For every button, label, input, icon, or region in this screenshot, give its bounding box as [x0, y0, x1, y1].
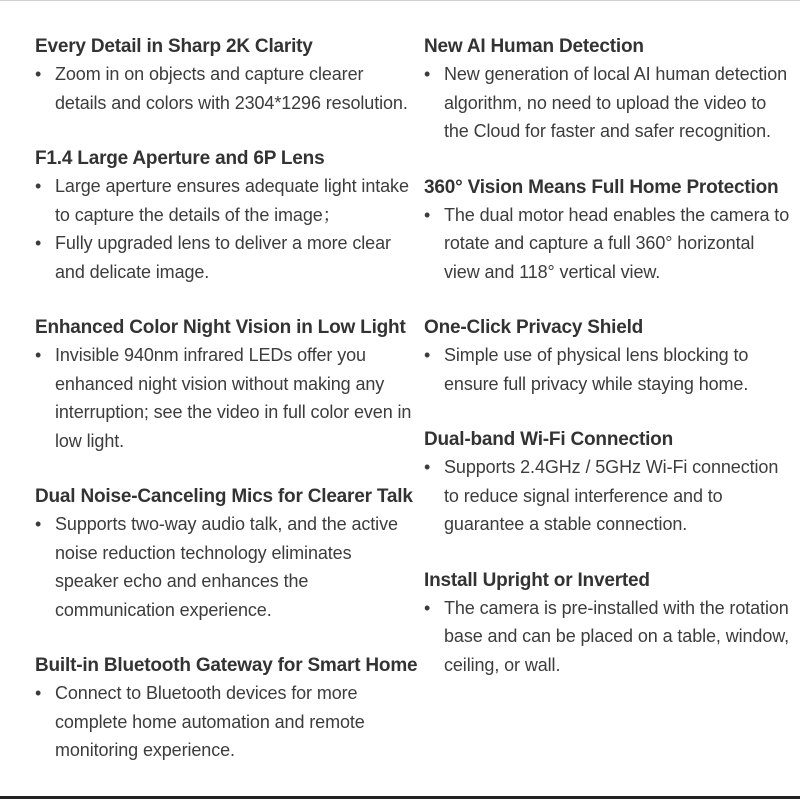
- bullet-dot-icon: •: [424, 457, 431, 477]
- feature-bullet: • Fully upgraded lens to deliver a more clear and delicate image.: [35, 229, 415, 286]
- feature-bullet: • Large aperture ensures adequate light intake to capture the details of the image；: [35, 172, 415, 229]
- feature-night-vision: [35, 314, 415, 455]
- bullet-dot-icon: •: [35, 345, 42, 365]
- feature-title: Built-in Bluetooth Gateway for Smart Home: [35, 655, 418, 676]
- feature-title: Install Upright or Inverted: [424, 569, 650, 591]
- bullet-dot-icon: •: [35, 233, 42, 253]
- feature-360-vision: [424, 174, 794, 287]
- feature-bullet: • Supports 2.4GHz / 5GHz Wi-Fi connection to reduce signal interference and to guarantee a stable connection.: [424, 453, 794, 539]
- feature-dual-mics: [35, 483, 415, 624]
- feature-title: Dual Noise-Canceling Mics for Clearer Talk: [35, 486, 413, 507]
- left-column: [35, 33, 418, 765]
- feature-bullets: [35, 341, 415, 455]
- feature-bullets: [35, 60, 415, 117]
- bullet-dot-icon: •: [35, 683, 42, 703]
- feature-bullets: [35, 172, 415, 286]
- feature-bullet: • Invisible 940nm infrared LEDs offer you enhanced night vision without making any interruption; see the video in full color even in low light.: [35, 341, 415, 455]
- feature-bullets: [424, 594, 794, 680]
- bullet-dot-icon: •: [424, 345, 431, 365]
- bullet-dot-icon: •: [35, 514, 42, 534]
- feature-bullet: • New generation of local AI human detection algorithm, no need to upload the video to the Cloud for faster and safer recognition.: [424, 60, 794, 146]
- right-column: [424, 33, 794, 679]
- feature-bullet: • The camera is pre-installed with the rotation base and can be placed on a table, window, ceiling, or wall.: [424, 594, 794, 680]
- feature-aperture-lens: [35, 145, 415, 286]
- feature-bluetooth-gateway: [35, 652, 418, 765]
- feature-title: Dual-band Wi-Fi Connection: [424, 429, 673, 450]
- feature-bullets: [35, 679, 415, 765]
- bullet-dot-icon: •: [424, 204, 431, 225]
- feature-2k-clarity: [35, 33, 415, 117]
- feature-dual-band-wifi: [424, 426, 794, 539]
- bullet-dot-icon: •: [424, 64, 431, 84]
- feature-title: New AI Human Detection: [424, 36, 644, 57]
- feature-bullets: [424, 453, 794, 539]
- feature-title: Enhanced Color Night Vision in Low Light: [35, 317, 406, 338]
- feature-bullet: • Connect to Bluetooth devices for more complete home automation and remote monitoring experience.: [35, 679, 415, 765]
- top-divider: [0, 0, 800, 1]
- feature-install-orientation: [424, 567, 794, 680]
- bullet-dot-icon: •: [35, 64, 42, 84]
- feature-title: One-Click Privacy Shield: [424, 317, 644, 338]
- feature-bullet: • Simple use of physical lens blocking to ensure full privacy while staying home.: [424, 341, 794, 398]
- feature-bullet: • Zoom in on objects and capture clearer details and colors with 2304*1296 resolution.: [35, 60, 415, 117]
- bullet-dot-icon: •: [35, 176, 42, 196]
- feature-title: Every Detail in Sharp 2K Clarity: [35, 36, 313, 57]
- feature-ai-detection: [424, 33, 794, 146]
- feature-bullet: • Supports two-way audio talk, and the active noise reduction technology eliminates speaker echo and enhances the communication experience.: [35, 510, 415, 624]
- bottom-divider: [0, 796, 800, 799]
- feature-bullets: [424, 60, 794, 146]
- feature-title: 360° Vision Means Full Home Protection: [424, 176, 779, 198]
- feature-bullet: • The dual motor head enables the camera to rotate and capture a full 360° horizontal view and 118° vertical view.: [424, 201, 794, 287]
- feature-bullets: [35, 510, 415, 624]
- bullet-dot-icon: •: [424, 597, 431, 618]
- feature-bullets: [424, 201, 794, 287]
- feature-title: F1.4 Large Aperture and 6P Lens: [35, 148, 325, 169]
- feature-bullets: [424, 341, 794, 398]
- feature-privacy-shield: [424, 314, 794, 398]
